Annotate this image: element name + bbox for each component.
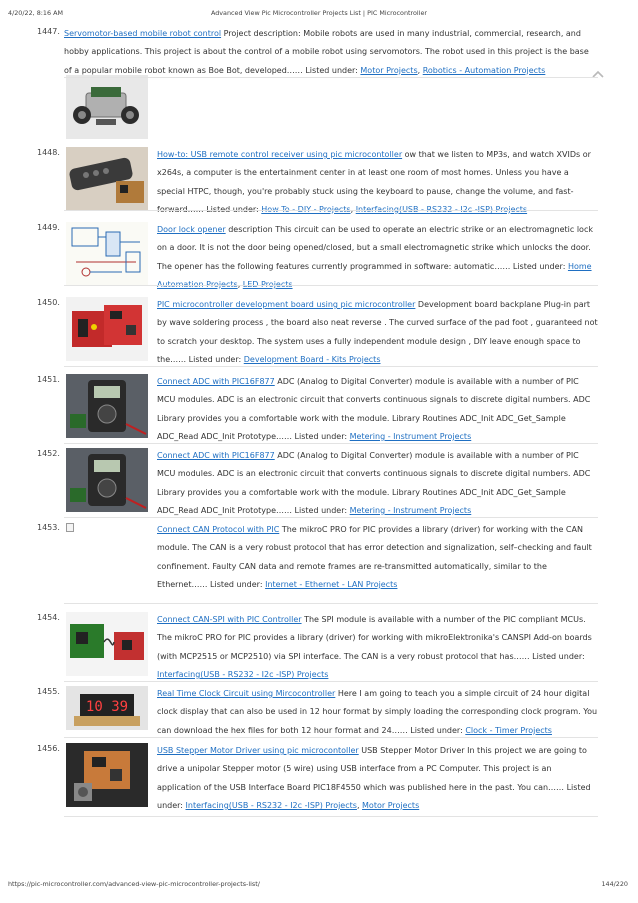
entry-divider	[64, 285, 598, 286]
entry-number: 1448.	[37, 148, 60, 157]
listed-under-label: Listed under:	[292, 431, 350, 441]
project-thumbnail	[66, 743, 148, 807]
listed-under-label: Listed under:	[292, 505, 350, 515]
print-title: Advanced View Pic Microcontroller Projects List | PIC Microcontroller	[210, 9, 428, 17]
entry-divider	[64, 737, 598, 738]
project-thumbnail	[66, 147, 148, 211]
entry-number: 1454.	[37, 613, 60, 622]
category-link[interactable]: Robotics - Automation Projects	[422, 65, 546, 75]
project-title-link[interactable]: PIC microcontroller development board using pic microcontroller	[157, 300, 416, 309]
category-link[interactable]: Clock - Timer Projects	[465, 725, 552, 735]
entry-number: 1453.	[37, 523, 60, 532]
project-title-link[interactable]: How-to: USB remote control receiver using pic microcontoller	[157, 150, 403, 159]
category-link[interactable]: Metering - Instrument Projects	[349, 431, 472, 441]
page-url: https://pic-microcontroller.com/advanced-view-pic-microcontroller-projects-list/	[8, 880, 260, 888]
entry-text	[157, 373, 598, 446]
project-description: Here I am going to teach you a simple circuit of 24 hour digital clock display that can also be used in 12 hour format by simply loading the corresponding clock program. You can download the hex files for both 12 hour format and 24……	[157, 689, 598, 735]
entry-number: 1456.	[37, 744, 60, 753]
print-header	[0, 9, 638, 21]
entry-number: 1452.	[37, 449, 60, 458]
print-footer	[0, 880, 638, 892]
listed-under-label: Listed under:	[157, 782, 591, 810]
entry-text	[157, 521, 598, 594]
project-thumbnail	[66, 297, 148, 361]
project-thumbnail	[66, 448, 148, 512]
entry-number: 1451.	[37, 375, 60, 384]
entry-text	[157, 221, 598, 294]
entry-number: 1450.	[37, 298, 60, 307]
entry-divider	[64, 210, 598, 211]
entry-text	[157, 447, 598, 520]
entry-divider	[64, 443, 598, 444]
project-description: The SPI module is available with a number of the PIC compliant MCUs. The mikroC PRO for PIC provides a library (driver) for working with mikroElektronika's CANSPI Add-on boards (with MCP2515 or MCP2510) via SPI interface. The CAN is a very robust protocol that has……	[157, 615, 592, 661]
listed-under-label: Listed under:	[407, 725, 466, 735]
entry-text: USB Stepper Motor Driver using pic microcontoller USB Stepper Motor Driver In this project we are going to drive a unipolar Stepper motor (5 wire) using USB interface from a PC Computer. This project is an application of the USB Interface Board PIC18F4550 which was published here in the past. You can…… Listed under: Interfacing(USB - RS232 - I2c -ISP) Projects, Motor Projects	[157, 746, 591, 810]
category-link[interactable]: Interfacing(USB - RS232 - I2c -ISP) Projects	[185, 800, 357, 810]
category-link[interactable]: Motor Projects	[362, 800, 420, 810]
entry-divider	[64, 366, 598, 367]
print-date: 4/20/22, 8:16 AM	[8, 9, 63, 17]
entry-text	[157, 296, 598, 369]
project-thumbnail	[66, 374, 148, 438]
category-link[interactable]: Development Board - Kits Projects	[243, 354, 381, 364]
entry-divider	[64, 77, 598, 78]
project-entry	[30, 611, 598, 681]
listed-under-label: Listed under:	[302, 65, 361, 75]
project-entry	[30, 221, 598, 291]
broken-image-icon	[66, 523, 74, 532]
project-title-link[interactable]: Door lock opener	[157, 225, 226, 234]
category-link[interactable]: Motor Projects	[360, 65, 418, 75]
category-link[interactable]: Interfacing(USB - RS232 - I2c -ISP) Projects	[157, 669, 329, 679]
project-entry	[30, 447, 598, 517]
entry-text	[157, 146, 598, 219]
listed-under-label: Listed under:	[186, 354, 244, 364]
listed-under-label: Listed under:	[207, 579, 266, 589]
project-title-link[interactable]: Connect ADC with PIC16F877	[157, 451, 275, 460]
project-entry	[30, 742, 598, 817]
project-title-link[interactable]: Connect CAN Protocol with PIC	[157, 525, 280, 534]
project-entry	[30, 296, 598, 366]
entry-divider	[64, 517, 598, 518]
project-entry	[30, 146, 598, 216]
project-entry	[30, 373, 598, 443]
project-thumbnail	[66, 75, 148, 139]
project-thumbnail	[66, 612, 148, 676]
entry-divider	[64, 681, 598, 682]
project-entry	[30, 521, 598, 611]
project-title-link[interactable]: Real Time Clock Circuit using Mircocontroller	[157, 689, 336, 698]
project-description: The mikroC PRO for PIC provides a library (driver) for working with the CAN module. The CAN is a very robust protocol that has error detection and signalization, self–checking and fault confinement. Faulty CAN data and remote frames are re-transmitted automatically, similar to the Ethernet……	[157, 525, 592, 589]
entry-number: 1447.	[37, 27, 60, 36]
project-description: USB Stepper Motor Driver In this project we are going to drive a unipolar Stepper motor (5 wire) using USB interface from a PC Computer. This project is an application of the USB Interface Board PIC18F4550 which was published here in the past. You can……	[157, 746, 587, 792]
listed-under-label: Listed under:	[529, 651, 585, 661]
entry-number: 1455.	[37, 687, 60, 696]
project-title-link[interactable]: USB Stepper Motor Driver using pic microcontoller	[157, 746, 359, 755]
project-entry	[30, 685, 598, 737]
project-thumbnail	[66, 222, 148, 286]
category-link[interactable]: Metering - Instrument Projects	[349, 505, 472, 515]
category-link[interactable]: Home	[567, 261, 592, 271]
svg-text:10 39: 10 39	[85, 699, 129, 715]
project-description: description This circuit can be used to operate an electric strike or an electromagnetic lock on a door. It is not the door being opened/closed, but a small electromagnetic strike which unlocks the door. The opener has the following features currently programmed in software: automatic……	[157, 225, 593, 271]
project-title-link[interactable]: Connect ADC with PIC16F877	[157, 377, 275, 386]
project-description: ADC (Analog to Digital Converter) module is available with a number of PIC MCU modules. ADC is an electronic circuit that converts continuous signals to discrete digital numbers. ADC Library provides you a comfortable work with the module. Library Routines ADC_Init ADC_Get_Sample ADC_Read ADC_Init Prototype……	[157, 451, 591, 515]
entry-text: Servomotor-based mobile robot control Project description: Mobile robots are used in many industrial, commercial, research, and hobby applications. This project is about the control of a mobile robot using servomotors. The robot used in this project is the base of a popular mobile robot known as Boe Bot, developed…… Listed under: Motor Projects, Robotics - Automation Projects	[64, 29, 589, 75]
project-description: Project description: Mobile robots are used in many industrial, commercial, research, and hobby applications. This project is about the control of a mobile robot using servomotors. The robot used in this project is the base of a popular mobile robot known as Boe Bot, developed……	[64, 29, 589, 75]
entry-divider	[64, 603, 598, 604]
project-description: Development board backplane Plug-in part by wave soldering process , the board also neat reverse . The curved surface of the pad foot , guaranteed not to scratch your desktop. The system uses a fully independent module design , DIY leave enough space to the……	[157, 300, 598, 364]
project-entry	[30, 25, 598, 130]
page-number: 144/220	[601, 880, 628, 888]
project-title-link[interactable]: Servomotor-based mobile robot control	[64, 29, 222, 38]
entry-text	[157, 685, 598, 740]
category-link[interactable]: Internet - Ethernet - LAN Projects	[265, 579, 398, 589]
listed-under-label: Listed under:	[510, 261, 568, 271]
project-description: ow that we listen to MP3s, and watch XVIDs or x264s, a computer is the entertainment center in at least one room of most homes. Unless you have a special HTPC, though, you're probably stuck using the keyboard to pause, change the volume, and fast-	[157, 150, 591, 196]
project-description: ADC (Analog to Digital Converter) module is available with a number of PIC MCU modules. ADC is an electronic circuit that converts continuous signals to discrete digital numbers. ADC Library provides you a comfortable work with the module. Library Routines ADC_Init ADC_Get_Sample ADC_Read ADC_Init Prototype……	[157, 377, 591, 441]
project-thumbnail	[66, 686, 148, 730]
entry-divider	[64, 816, 598, 817]
entry-text	[157, 611, 598, 684]
entry-number: 1449.	[37, 223, 60, 232]
project-title-link[interactable]: Connect CAN-SPI with PIC Controller	[157, 615, 302, 624]
